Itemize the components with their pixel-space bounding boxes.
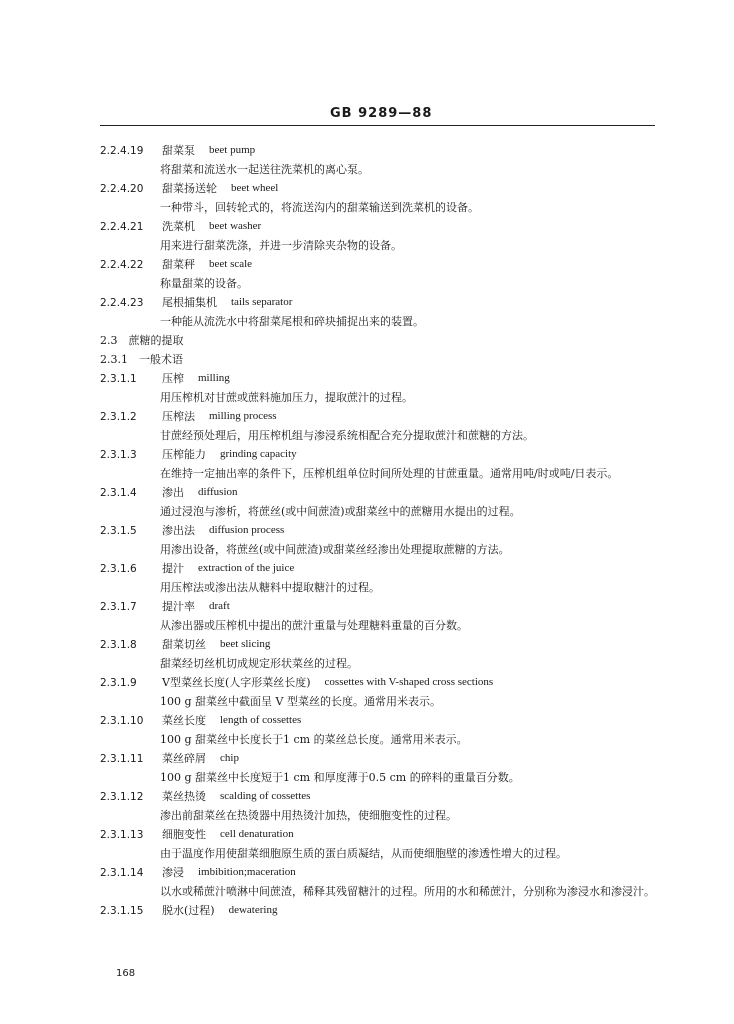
term-row: [100, 901, 660, 920]
term-chinese: 脱水(过程): [162, 904, 215, 917]
term-row: [100, 559, 660, 578]
term-row: [100, 749, 660, 768]
term-number: 2.3.1.15: [100, 905, 144, 917]
term-number: 2.3.1.4: [100, 487, 137, 499]
term-english: diffusion: [198, 486, 238, 498]
term-chinese: V型菜丝长度(人字形菜丝长度): [162, 676, 311, 689]
term-number: 2.3.1.8: [100, 639, 137, 651]
header-rule: [100, 125, 655, 126]
term-english: imbibition;maceration: [198, 866, 296, 878]
term-definition: 100 g 甜菜丝中长度长于1 cm 的菜丝总长度。通常用米表示。: [160, 733, 468, 746]
term-english: beet wheel: [231, 182, 279, 194]
term-english: draft: [209, 600, 230, 612]
term-definition: 称量甜菜的设备。: [160, 277, 248, 290]
term-number: 2.2.4.20: [100, 183, 144, 195]
term-definition: 以水或稀蔗汁喷淋中间蔗渣，稀释其残留糖汁的过程。所用的水和稀蔗汁，分别称为渗浸水和渗浸汁。: [160, 885, 655, 898]
term-number: 2.2.4.22: [100, 259, 144, 271]
term-english: extraction of the juice: [198, 562, 295, 574]
document-body: [100, 141, 660, 920]
term-number: 2.3.1.3: [100, 449, 137, 461]
term-row: [100, 597, 660, 616]
term-chinese: 甜菜切丝: [162, 638, 206, 651]
term-number: 2.3.1.1: [100, 373, 137, 385]
term-chinese: 渗出: [162, 486, 184, 499]
term-english: beet scale: [209, 258, 253, 270]
term-row: [100, 407, 660, 426]
term-definition: 100 g 甜菜丝中长度短于1 cm 和厚度薄于0.5 cm 的碎料的重量百分数。: [160, 771, 520, 784]
term-definition: 100 g 甜菜丝中截面呈 V 型菜丝的长度。通常用米表示。: [160, 695, 441, 708]
term-definition: 甘蔗经预处理后，用压榨机组与渗浸系统相配合充分提取蔗汁和蔗糖的方法。: [160, 429, 534, 442]
term-row: [100, 787, 660, 806]
term-english: cossettes with V-shaped cross sections: [324, 676, 494, 688]
term-english: milling process: [209, 410, 277, 422]
term-definition: 用渗出设备，将蔗丝(或中间蔗渣)或甜菜丝经渗出处理提取蔗糖的方法。: [160, 543, 510, 556]
term-english: scalding of cossettes: [220, 790, 311, 802]
term-chinese: 甜菜扬送轮: [162, 182, 217, 195]
term-definition: 一种能从流洗水中将甜菜尾根和碎块捕捉出来的装置。: [160, 315, 424, 328]
term-number: 2.3.1.11: [100, 753, 144, 765]
term-definition: 用压榨机对甘蔗或蔗料施加压力，提取蔗汁的过程。: [160, 391, 413, 404]
term-row: [100, 673, 660, 692]
section-heading: 2.3 蔗糖的提取: [100, 334, 184, 347]
term-number: 2.3.1.2: [100, 411, 137, 423]
term-chinese: 甜菜泵: [162, 144, 195, 157]
term-number: 2.2.4.21: [100, 221, 144, 233]
term-english: beet slicing: [220, 638, 271, 650]
term-row: [100, 445, 660, 464]
term-number: 2.3.1.13: [100, 829, 144, 841]
term-chinese: 甜菜秤: [162, 258, 195, 271]
term-number: 2.3.1.7: [100, 601, 137, 613]
term-number: 2.3.1.5: [100, 525, 137, 537]
term-english: chip: [220, 752, 239, 764]
term-chinese: 提汁: [162, 562, 184, 575]
term-number: 2.3.1.10: [100, 715, 144, 727]
term-english: dewatering: [228, 904, 278, 916]
term-row: [100, 141, 660, 160]
term-definition: 通过浸泡与渗析，将蔗丝(或中间蔗渣)或甜菜丝中的蔗糖用水提出的过程。: [160, 505, 521, 518]
term-english: cell denaturation: [220, 828, 294, 840]
term-chinese: 压榨能力: [162, 448, 206, 461]
term-definition: 用来进行甜菜洗涤，并进一步清除夹杂物的设备。: [160, 239, 402, 252]
term-chinese: 细胞变性: [162, 828, 206, 841]
section-heading: 2.3.1 一般术语: [100, 353, 183, 366]
term-english: length of cossettes: [220, 714, 302, 726]
term-chinese: 菜丝热烫: [162, 790, 206, 803]
term-english: tails separator: [231, 296, 293, 308]
term-row: [100, 369, 660, 388]
term-definition: 甜菜经切丝机切成规定形状菜丝的过程。: [160, 657, 358, 670]
term-number: 2.2.4.23: [100, 297, 144, 309]
term-english: milling: [198, 372, 230, 384]
term-number: 2.3.1.14: [100, 867, 144, 879]
term-row: [100, 217, 660, 236]
term-english: diffusion process: [209, 524, 285, 536]
term-definition: 由于温度作用使甜菜细胞原生质的蛋白质凝结，从而使细胞壁的渗透性增大的过程。: [160, 847, 567, 860]
term-row: [100, 255, 660, 274]
term-definition: 从渗出器或压榨机中提出的蔗汁重量与处理糖料重量的百分数。: [160, 619, 468, 632]
term-number: 2.3.1.9: [100, 677, 137, 689]
term-row: [100, 635, 660, 654]
term-chinese: 渗浸: [162, 866, 184, 879]
term-number: 2.3.1.12: [100, 791, 144, 803]
term-row: [100, 825, 660, 844]
term-chinese: 菜丝长度: [162, 714, 206, 727]
term-chinese: 洗菜机: [162, 220, 195, 233]
term-definition: 一种带斗，回转轮式的，将流送沟内的甜菜输送到洗菜机的设备。: [160, 201, 479, 214]
page-number: 168: [116, 968, 136, 979]
term-chinese: 渗出法: [162, 524, 195, 537]
term-chinese: 提汁率: [162, 600, 195, 613]
term-chinese: 压榨法: [162, 410, 195, 423]
term-definition: 用压榨法或渗出法从糖料中提取糖汁的过程。: [160, 581, 380, 594]
term-english: grinding capacity: [220, 448, 297, 460]
term-row: [100, 293, 660, 312]
standard-header: GB 9289—88: [330, 106, 433, 121]
term-row: [100, 711, 660, 730]
term-chinese: 菜丝碎屑: [162, 752, 206, 765]
term-definition: 将甜菜和流送水一起送往洗菜机的离心泵。: [160, 163, 369, 176]
term-chinese: 尾根捕集机: [162, 296, 217, 309]
term-row: [100, 863, 660, 882]
term-row: [100, 179, 660, 198]
term-chinese: 压榨: [162, 372, 184, 385]
term-english: beet washer: [209, 220, 262, 232]
term-number: 2.2.4.19: [100, 145, 144, 157]
term-row: [100, 483, 660, 502]
term-definition: 在维持一定抽出率的条件下，压榨机组单位时间所处理的甘蔗重量。通常用吨/时或吨/日表示。: [160, 467, 619, 480]
term-number: 2.3.1.6: [100, 563, 137, 575]
term-row: [100, 521, 660, 540]
term-definition: 渗出前甜菜丝在热烫器中用热烫汁加热，使细胞变性的过程。: [160, 809, 457, 822]
term-english: beet pump: [209, 144, 256, 156]
